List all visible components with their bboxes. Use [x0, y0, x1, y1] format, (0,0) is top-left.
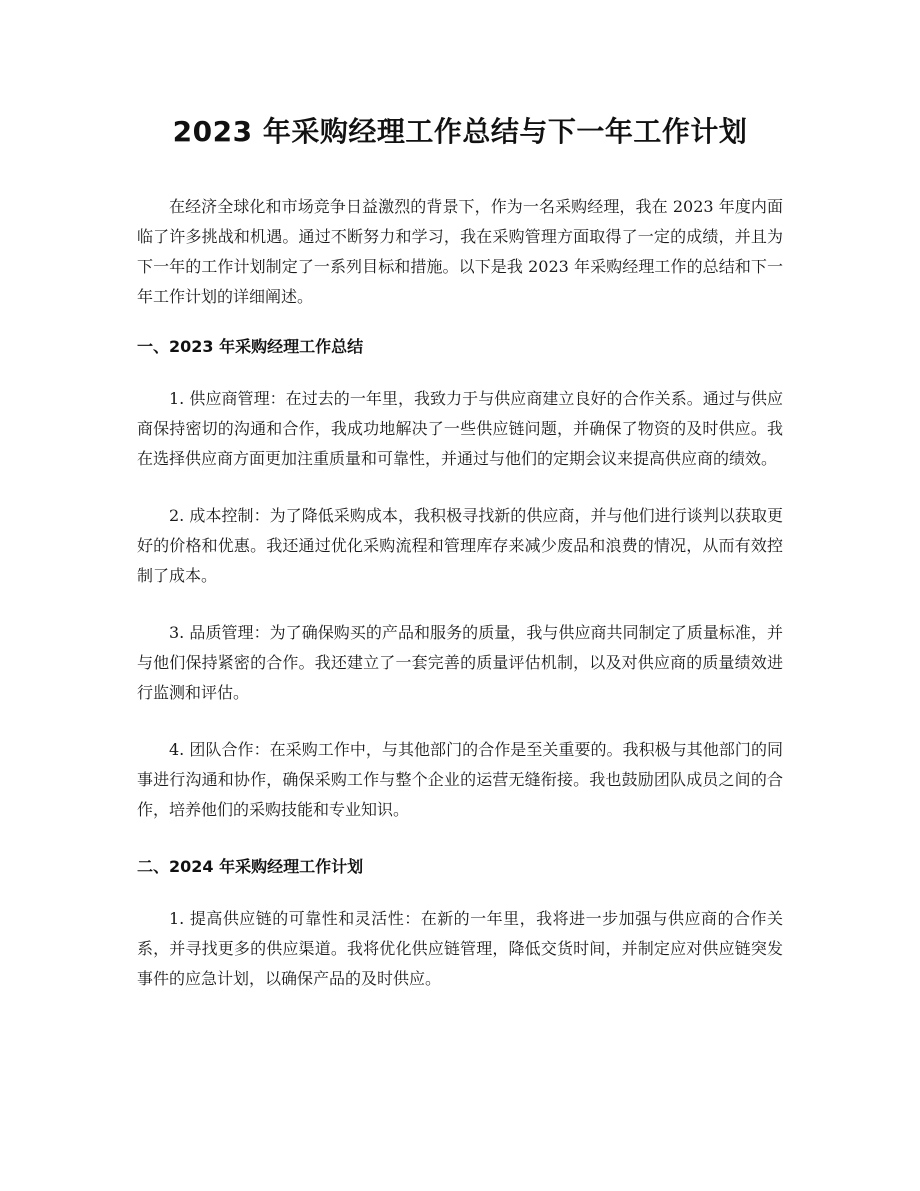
summary-item-quality-management: 3. 品质管理：为了确保购买的产品和服务的质量，我与供应商共同制定了质量标准，并与他们保持紧密的合作。我还建立了一套完善的质量评估机制，以及对供应商的质量绩效进行监测和评估。: [137, 623, 783, 702]
section-heading-plan: 二、2024 年采购经理工作计划: [137, 857, 364, 876]
document-title: 2023 年采购经理工作总结与下一年工作计划: [172, 115, 748, 148]
summary-item-cost-control: 2. 成本控制：为了降低采购成本，我积极寻找新的供应商，并与他们进行谈判以获取更好的价格和优惠。我还通过优化采购流程和管理库存来减少废品和浪费的情况，从而有效控制了成本。: [137, 506, 783, 585]
summary-item-supplier-management: 1. 供应商管理：在过去的一年里，我致力于与供应商建立良好的合作关系。通过与供应商保持密切的沟通和合作，我成功地解决了一些供应链问题，并确保了物资的及时供应。我在选择供应商方面更加注重质量和可靠性，并通过与他们的定期会议来提高供应商的绩效。: [137, 389, 783, 468]
plan-item-supply-chain: 1. 提高供应链的可靠性和灵活性：在新的一年里，我将进一步加强与供应商的合作关系，并寻找更多的供应渠道。我将优化供应链管理，降低交货时间，并制定应对供应链突发事件的应急计划，以确保产品的及时供应。: [137, 909, 783, 988]
section-heading-summary: 一、2023 年采购经理工作总结: [137, 337, 364, 356]
intro-paragraph: 在经济全球化和市场竞争日益激烈的背景下，作为一名采购经理，我在 2023 年度内面临了许多挑战和机遇。通过不断努力和学习，我在采购管理方面取得了一定的成绩，并且为下一年的工作计划制定了一系列目标和措施。以下是我 2023 年采购经理工作的总结和下一年工作计划的详细阐述。: [137, 197, 783, 306]
summary-item-teamwork: 4. 团队合作：在采购工作中，与其他部门的合作是至关重要的。我积极与其他部门的同事进行沟通和协作，确保采购工作与整个企业的运营无缝衔接。我也鼓励团队成员之间的合作，培养他们的采购技能和专业知识。: [137, 740, 783, 819]
